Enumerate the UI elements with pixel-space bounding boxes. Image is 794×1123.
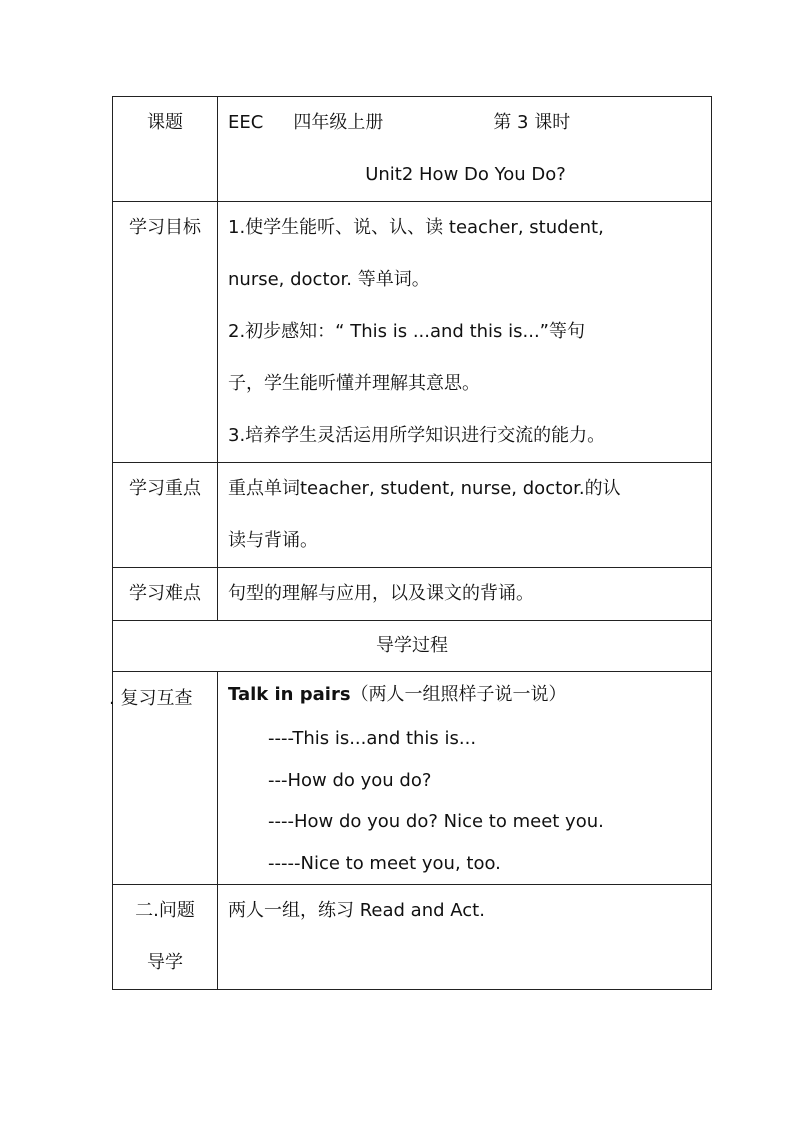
title-label: 课题	[147, 112, 183, 133]
talk-title: Talk in pairs	[228, 684, 351, 705]
objective-item-1b: nurse, doctor. 等单词。	[228, 269, 430, 290]
difficulties-body-cell	[218, 568, 712, 621]
dialog-line-3: ----How do you do? Nice to meet you.	[268, 811, 604, 832]
course-line	[228, 97, 703, 149]
review-label: . 复习互查	[109, 688, 193, 709]
lesson-plan-table	[109, 96, 712, 990]
keypoints-row	[113, 463, 712, 568]
review-label-cell	[109, 672, 218, 885]
title-row	[113, 97, 712, 202]
keypoints-label-cell	[113, 463, 218, 568]
review-body-cell	[218, 672, 712, 885]
difficulties-label-cell	[113, 568, 218, 621]
objectives-row	[113, 202, 712, 463]
course-name: EEC	[228, 112, 264, 133]
review-row	[113, 672, 712, 885]
keypoints-line-1: 重点单词teacher, student, nurse, doctor.的认	[228, 478, 621, 499]
objectives-body-cell	[218, 202, 712, 463]
keypoints-body-cell	[218, 463, 712, 568]
title-body-cell	[218, 97, 712, 202]
objective-item-1a: 1.使学生能听、说、认、读 teacher, student,	[228, 217, 604, 238]
unit-title: Unit2 How Do You Do?	[365, 164, 566, 185]
objectives-label-cell	[113, 202, 218, 463]
difficulties-line-1: 句型的理解与应用，以及课文的背诵。	[228, 583, 534, 604]
objective-item-3: 3.培养学生灵活运用所学知识进行交流的能力。	[228, 425, 606, 446]
grade-name: 四年级上册	[293, 112, 384, 133]
guided-label-cell	[113, 885, 218, 990]
difficulties-row	[113, 568, 712, 621]
talk-note: （两人一组照样子说一说）	[350, 684, 567, 705]
dialog-line-2: ---How do you do?	[268, 769, 432, 791]
guided-body-cell	[218, 885, 712, 990]
talk-in-pairs-line	[228, 672, 703, 718]
objective-item-2b: 子，学生能听懂并理解其意思。	[228, 373, 480, 394]
dialog-line-1: ----This is...and this is...	[268, 728, 477, 749]
title-label-cell	[113, 97, 218, 202]
objective-item-2a: 2.初步感知：“ This is ...and this is...”等句	[228, 321, 586, 342]
difficulties-label: 学习难点	[129, 583, 201, 604]
process-header: 导学过程	[113, 621, 712, 672]
keypoints-label: 学习重点	[129, 478, 201, 499]
guided-row	[113, 885, 712, 990]
lesson-number: 第 3 课时	[493, 112, 571, 133]
keypoints-line-2: 读与背诵。	[228, 530, 318, 551]
process-header-row	[113, 621, 712, 672]
dialog-line-4: -----Nice to meet you, too.	[268, 852, 501, 874]
guided-text: 两人一组，练习 Read and Act.	[228, 900, 485, 921]
guided-label-line-2: 导学	[147, 952, 183, 973]
objectives-label: 学习目标	[129, 217, 201, 238]
guided-label-line-1: 二.问题	[135, 900, 195, 921]
